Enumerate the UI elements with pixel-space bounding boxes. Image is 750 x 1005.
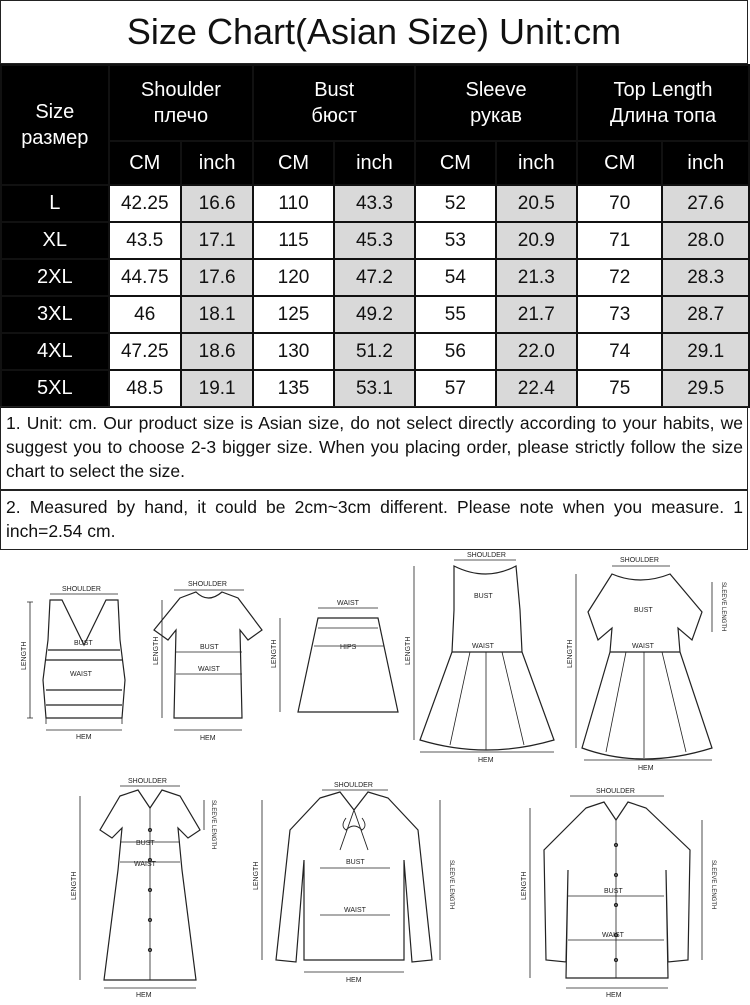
column-name-ru: плечо xyxy=(153,105,209,127)
table-row xyxy=(1,185,749,222)
sleeveless-dress-diagram xyxy=(405,552,554,764)
inch-value-cell: 28.7 xyxy=(662,296,749,333)
table-row xyxy=(1,370,749,407)
inch-value-cell: 17.1 xyxy=(181,222,253,259)
page-title: Size Chart(Asian Size) Unit:cm xyxy=(0,0,748,64)
inch-value-cell: 17.6 xyxy=(181,259,253,296)
cm-value-cell: 120 xyxy=(253,259,333,296)
column-name-ru: Длина топа xyxy=(609,105,717,127)
inch-value-cell: 22.4 xyxy=(496,370,577,407)
table-row xyxy=(1,296,749,333)
unit-cm: CM xyxy=(415,141,495,185)
hem-label: HEM xyxy=(346,977,362,984)
length-label: LENGTH xyxy=(567,639,574,668)
inch-value-cell: 20.9 xyxy=(496,222,577,259)
short-sleeve-dress-diagram xyxy=(567,557,726,772)
waist-label: WAIST xyxy=(602,932,624,939)
cm-value-cell: 125 xyxy=(253,296,333,333)
unit-inch: inch xyxy=(334,141,415,185)
cm-value-cell: 52 xyxy=(415,185,495,222)
length-label: LENGTH xyxy=(71,871,78,900)
waist-label: WAIST xyxy=(632,643,654,650)
bust-label: BUST xyxy=(604,888,623,895)
inch-value-cell: 16.6 xyxy=(181,185,253,222)
cm-value-cell: 54 xyxy=(415,259,495,296)
inch-value-cell: 29.5 xyxy=(662,370,749,407)
cm-value-cell: 46 xyxy=(109,296,181,333)
inch-value-cell: 29.1 xyxy=(662,333,749,370)
length-label: LENGTH xyxy=(153,636,160,665)
size-cell: XL xyxy=(1,222,109,259)
unit-inch: inch xyxy=(496,141,577,185)
sleeve-length-label: SLEEVE LENGTH xyxy=(448,860,454,910)
cm-value-cell: 56 xyxy=(415,333,495,370)
waist-label: WAIST xyxy=(344,907,366,914)
inch-value-cell: 51.2 xyxy=(334,333,415,370)
size-header-en: Size xyxy=(35,101,75,123)
table-row xyxy=(1,259,749,296)
size-cell: 2XL xyxy=(1,259,109,296)
cm-value-cell: 110 xyxy=(253,185,333,222)
table-row xyxy=(1,222,749,259)
shoulder-label: SHOULDER xyxy=(334,782,373,789)
size-header xyxy=(1,65,109,185)
shoulder-label: SHOULDER xyxy=(620,557,659,564)
cm-value-cell: 70 xyxy=(577,185,662,222)
column-name: Top Length xyxy=(613,79,713,101)
column-name-ru: бюст xyxy=(311,105,358,127)
cm-value-cell: 47.25 xyxy=(109,333,181,370)
bust-label: BUST xyxy=(74,640,93,647)
waist-label: WAIST xyxy=(70,671,92,678)
length-label: LENGTH xyxy=(253,861,260,890)
cm-value-cell: 53 xyxy=(415,222,495,259)
cm-value-cell: 48.5 xyxy=(109,370,181,407)
size-cell: 4XL xyxy=(1,333,109,370)
inch-value-cell: 21.3 xyxy=(496,259,577,296)
hem-label: HEM xyxy=(136,992,152,999)
length-label: LENGTH xyxy=(405,636,412,665)
hem-label: HEM xyxy=(478,757,494,764)
hem-label: HEM xyxy=(200,735,216,742)
skirt-diagram xyxy=(271,600,398,712)
size-header-ru: размер xyxy=(21,127,89,149)
note-1: 1. Unit: cm. Our product size is Asian size, do not select directly according to your habits, we suggest you to choose 2-3 bigger size. When you placing order, please strictly follow the size chart to select the size. xyxy=(0,406,748,490)
inch-value-cell: 20.5 xyxy=(496,185,577,222)
bust-label: BUST xyxy=(200,644,219,651)
cm-value-cell: 44.75 xyxy=(109,259,181,296)
cm-value-cell: 135 xyxy=(253,370,333,407)
size-cell: L xyxy=(1,185,109,222)
size-cell: 3XL xyxy=(1,296,109,333)
waist-label: WAIST xyxy=(134,861,156,868)
waist-label: WAIST xyxy=(337,600,359,607)
sleeve-length-label: SLEEVE LENGTH xyxy=(720,582,726,632)
unit-cm: CM xyxy=(577,141,662,185)
size-cell: 5XL xyxy=(1,370,109,407)
hem-label: HEM xyxy=(606,992,622,999)
length-label: LENGTH xyxy=(521,871,528,900)
cm-value-cell: 42.25 xyxy=(109,185,181,222)
cm-value-cell: 75 xyxy=(577,370,662,407)
bust-label: BUST xyxy=(634,607,653,614)
inch-value-cell: 22.0 xyxy=(496,333,577,370)
long-sleeve-shirt-diagram xyxy=(521,788,716,999)
cm-value-cell: 72 xyxy=(577,259,662,296)
bow-blouse-diagram xyxy=(253,782,454,984)
note-2: 2. Measured by hand, it could be 2cm~3cm different. Please note when you measure. 1 inch=2.54 cm. xyxy=(0,490,748,550)
column-name: Shoulder xyxy=(140,79,221,101)
cm-value-cell: 115 xyxy=(253,222,333,259)
inch-value-cell: 27.6 xyxy=(662,185,749,222)
unit-inch: inch xyxy=(181,141,253,185)
hem-label: HEM xyxy=(76,734,92,741)
cm-value-cell: 71 xyxy=(577,222,662,259)
tank-top-diagram xyxy=(21,586,125,741)
inch-value-cell: 18.1 xyxy=(181,296,253,333)
shoulder-label: SHOULDER xyxy=(467,552,506,559)
column-name-ru: рукав xyxy=(470,105,522,127)
sleeve-length-label: SLEEVE LENGTH xyxy=(710,860,716,910)
inch-value-cell: 53.1 xyxy=(334,370,415,407)
column-name: Sleeve xyxy=(465,79,527,101)
length-label: LENGTH xyxy=(271,639,278,668)
inch-value-cell: 28.0 xyxy=(662,222,749,259)
bust-header xyxy=(253,65,415,141)
cm-value-cell: 130 xyxy=(253,333,333,370)
cm-value-cell: 43.5 xyxy=(109,222,181,259)
length-label: LENGTH xyxy=(21,641,28,670)
inch-value-cell: 18.6 xyxy=(181,333,253,370)
inch-value-cell: 21.7 xyxy=(496,296,577,333)
top-length-header xyxy=(577,65,749,141)
shoulder-label: SHOULDER xyxy=(128,778,167,785)
inch-value-cell: 19.1 xyxy=(181,370,253,407)
inch-value-cell: 47.2 xyxy=(334,259,415,296)
cm-value-cell: 57 xyxy=(415,370,495,407)
inch-value-cell: 28.3 xyxy=(662,259,749,296)
inch-value-cell: 49.2 xyxy=(334,296,415,333)
cm-value-cell: 55 xyxy=(415,296,495,333)
garment-illustrations xyxy=(0,552,750,1000)
shoulder-label: SHOULDER xyxy=(596,788,635,795)
shoulder-header xyxy=(109,65,254,141)
inch-value-cell: 43.3 xyxy=(334,185,415,222)
unit-cm: CM xyxy=(253,141,333,185)
tshirt-diagram xyxy=(153,581,262,742)
bust-label: BUST xyxy=(136,840,155,847)
inch-value-cell: 45.3 xyxy=(334,222,415,259)
shoulder-label: SHOULDER xyxy=(188,581,227,588)
hem-label: HEM xyxy=(638,765,654,772)
hips-label: HIPS xyxy=(340,644,357,651)
shirt-dress-diagram xyxy=(71,778,216,999)
sleeve-length-label: SLEEVE LENGTH xyxy=(210,800,216,850)
cm-value-cell: 74 xyxy=(577,333,662,370)
bust-label: BUST xyxy=(474,593,493,600)
column-name: Bust xyxy=(314,79,355,101)
waist-label: WAIST xyxy=(198,666,220,673)
table-row xyxy=(1,333,749,370)
size-table xyxy=(0,64,750,408)
shoulder-label: SHOULDER xyxy=(62,586,101,593)
cm-value-cell: 73 xyxy=(577,296,662,333)
waist-label: WAIST xyxy=(472,643,494,650)
bust-label: BUST xyxy=(346,859,365,866)
unit-inch: inch xyxy=(662,141,749,185)
sleeve-header xyxy=(415,65,577,141)
unit-cm: CM xyxy=(109,141,181,185)
